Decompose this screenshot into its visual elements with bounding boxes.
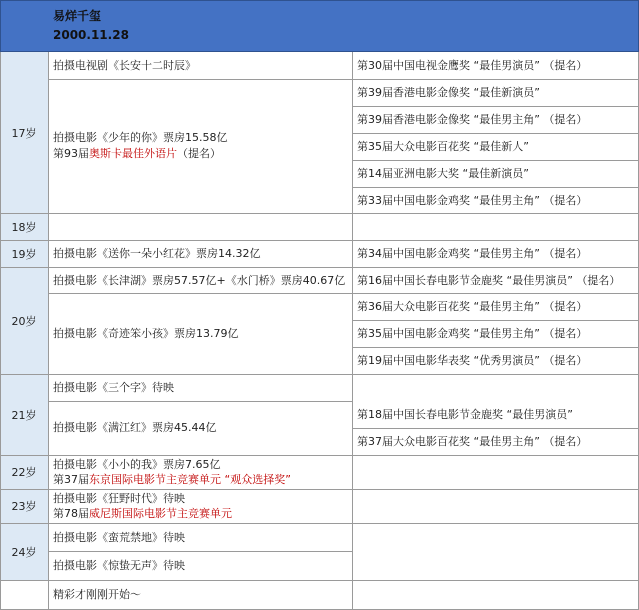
award-item: 第37届大众电影百花奖 “最佳男主角” （提名） <box>357 435 588 448</box>
award-item: 第35届中国电影金鸡奖 “最佳男主角” （提名） <box>357 327 588 340</box>
work-changjinhu: 拍摄电影《长津湖》票房57.57亿+《水门桥》票房40.67亿 <box>53 274 346 287</box>
grid-line <box>48 551 353 552</box>
grid-line <box>352 106 639 107</box>
award-item: 第36届大众电影百花奖 “最佳男主角” （提名） <box>357 300 588 313</box>
grid-line <box>0 580 639 581</box>
age-cell-17: 17岁 <box>0 52 48 213</box>
award-item: 第33届中国电影金鸡奖 “最佳男主角” （提名） <box>357 194 588 207</box>
work-manjianghong: 拍摄电影《满江红》票房45.44亿 <box>53 421 217 434</box>
age-cell-19: 19岁 <box>0 240 48 267</box>
award-item: 第19届中国电影华表奖 “优秀男演员” （提名） <box>357 354 588 367</box>
award-item-won: 第18届中国长春电影节金鹿奖 “最佳男演员” <box>357 408 573 421</box>
grid-line <box>48 79 353 80</box>
grid-line <box>352 52 353 610</box>
header-bar <box>0 0 639 52</box>
grid-line <box>352 347 639 348</box>
award-item: 第30届中国电视金鹰奖 “最佳男演员” （提名） <box>357 59 588 72</box>
award-item: 第34届中国电影金鸡奖 “最佳男主角” （提名） <box>357 247 588 260</box>
grid-line <box>0 52 1 610</box>
work-sangezi: 拍摄电影《三个字》待映 <box>53 381 174 394</box>
header-name: 易烊千玺 <box>53 9 102 23</box>
grid-line <box>0 489 639 490</box>
work-oscar-line: 第93届奥斯卡最佳外语片（提名） <box>53 147 221 160</box>
age-cell-21: 21岁 <box>0 374 48 455</box>
grid-line <box>48 401 353 402</box>
age-cell-24: 24岁 <box>0 523 48 580</box>
age-cell-22: 22岁 <box>0 455 48 489</box>
grid-line <box>48 293 353 294</box>
grid-line <box>352 187 639 188</box>
grid-line <box>0 267 639 268</box>
work-kuangye: 拍摄电影《狂野时代》待映 <box>53 492 185 505</box>
grid-line <box>352 160 639 161</box>
grid-line <box>0 374 639 375</box>
grid-line <box>0 455 639 456</box>
grid-line <box>0 240 639 241</box>
work-shaonian: 拍摄电影《少年的你》票房15.58亿 <box>53 131 228 144</box>
work-venice-line: 第78届威尼斯国际电影节主竞赛单元 <box>53 507 232 520</box>
grid-line <box>352 133 639 134</box>
work-jingzhe: 拍摄电影《惊蛰无声》待映 <box>53 559 185 572</box>
work-qiji: 拍摄电影《奇迹笨小孩》票房13.79亿 <box>53 327 239 340</box>
work-manhuang: 拍摄电影《蛮荒禁地》待映 <box>53 531 185 544</box>
award-item: 第39届香港电影金像奖 “最佳男主角” （提名） <box>357 113 588 126</box>
grid-line <box>352 79 639 80</box>
work-xiaohonghua: 拍摄电影《送你一朵小红花》票房14.32亿 <box>53 247 261 260</box>
age-cell-18: 18岁 <box>0 213 48 240</box>
grid-line <box>48 52 49 610</box>
award-item-won: 第39届香港电影金像奖 “最佳新演员” <box>357 86 540 99</box>
work-xiaoxiaodewo: 拍摄电影《小小的我》票房7.65亿 <box>53 458 221 471</box>
grid-line <box>0 523 639 524</box>
grid-line <box>352 293 639 294</box>
work-tokyo-line: 第37届东京国际电影节主竞赛单元 “观众选择奖” <box>53 473 291 486</box>
work-changan: 拍摄电视剧《长安十二时辰》 <box>53 59 196 72</box>
age-cell-blank <box>0 580 48 610</box>
header-birthdate: 2000.11.28 <box>53 28 129 42</box>
award-item-won: 第35届大众电影百花奖 “最佳新人” <box>357 140 529 153</box>
award-item-won: 第14届亚洲电影大奖 “最佳新演员” <box>357 167 529 180</box>
age-cell-20: 20岁 <box>0 267 48 374</box>
closing-note: 精彩才刚刚开始～ <box>53 588 141 601</box>
age-cell-23: 23岁 <box>0 489 48 523</box>
grid-line <box>0 213 639 214</box>
award-item: 第16届中国长春电影节金鹿奖 “最佳男演员” （提名） <box>357 274 621 287</box>
grid-line <box>352 320 639 321</box>
grid-line <box>352 428 639 429</box>
